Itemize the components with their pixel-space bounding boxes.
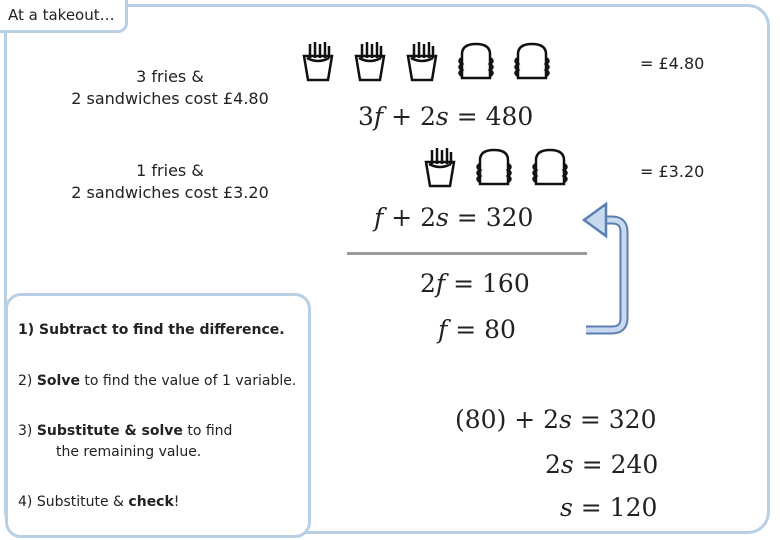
- row1-icons: [298, 40, 554, 84]
- equation-1: 3f + 2s = 480: [358, 102, 534, 131]
- step-1: 1) Subtract to find the difference.: [18, 322, 285, 338]
- sandwich-icon: [472, 146, 516, 190]
- fries-icon: [350, 40, 390, 84]
- row2-line2: 2 sandwiches cost £3.20: [71, 183, 269, 202]
- page-title: At a takeout…: [0, 0, 128, 33]
- equation-4: f = 80: [438, 315, 516, 344]
- equation-7: s = 120: [560, 493, 658, 522]
- equation-5: (80) + 2s = 320: [455, 405, 657, 434]
- row1-line1: 3 fries &: [136, 67, 204, 86]
- row2-price: = £3.20: [640, 162, 705, 181]
- step-4: 4) Substitute & check!: [18, 494, 180, 510]
- substitute-arrow-icon: [580, 198, 640, 338]
- fries-icon: [402, 40, 442, 84]
- equation-2: f + 2s = 320: [374, 203, 534, 232]
- row2-description: [60, 160, 280, 204]
- row2-line1: 1 fries &: [136, 161, 204, 180]
- steps-box: [5, 293, 311, 538]
- sandwich-icon: [528, 146, 572, 190]
- fries-icon: [420, 146, 460, 190]
- row1-line2: 2 sandwiches cost £4.80: [71, 89, 269, 108]
- sandwich-icon: [454, 40, 498, 84]
- equation-3: 2f = 160: [420, 269, 530, 298]
- fries-icon: [298, 40, 338, 84]
- row2-icons: [420, 146, 572, 190]
- row1-description: [60, 66, 280, 110]
- subtraction-divider: [347, 252, 587, 255]
- step-3-line2: the remaining value.: [56, 444, 202, 460]
- step-3: 3) Substitute & solve to find the remaining value.: [18, 421, 232, 463]
- row1-price: = £4.80: [640, 54, 705, 73]
- sandwich-icon: [510, 40, 554, 84]
- step-2: 2) Solve to find the value of 1 variable.: [18, 373, 297, 389]
- equation-6: 2s = 240: [545, 450, 659, 479]
